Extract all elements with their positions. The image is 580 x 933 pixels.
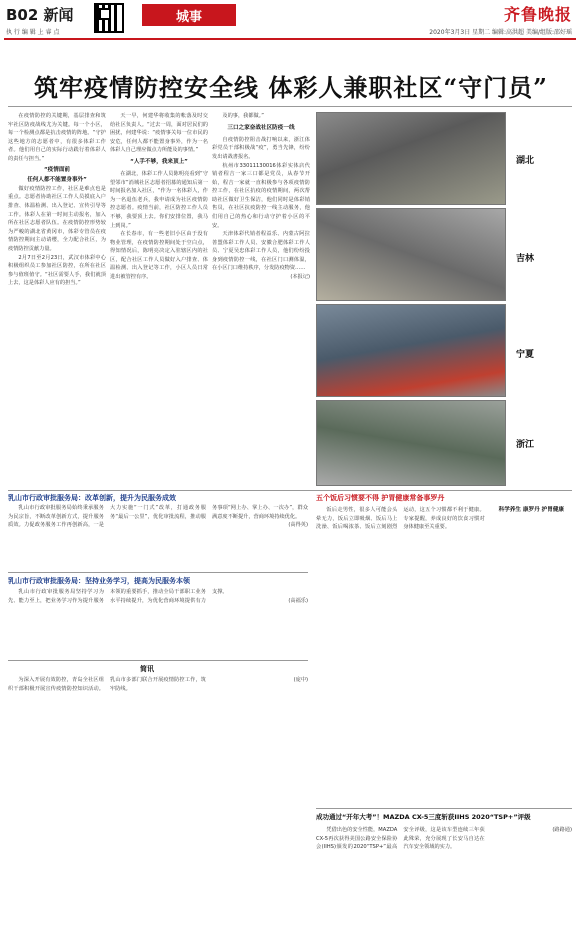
brief-text: 为深入开展有效防控，青岛全社区组织干部积极开展宣传疫情防控知识活动。乳山市多部门联合开展疫情防控工作，筑牢防线。 [8,677,206,692]
story-1-body [8,504,308,570]
column-3-d: 天津体彩代销者程益乐、内蒙古阿拉善盟体彩工作人员、安徽合肥体彩工作人员、宁夏吴忠体彩工作人员，他们纷纷投身到疫情防控一线，在社区门口测体温，在小区门口维持秩序，分发防疫物资…… [212,231,310,272]
story-4-subhead: 科学养生 康罗丹 护胃健康 [498,507,565,513]
story-5-byline: (路路通) [552,827,572,833]
page-number: B02 新闻 [6,6,74,24]
story-5-text: 凭借出色的安全性能，MAZDA CX-5再次获得美国公路安全保险协会(IIHS)颁发的2020“TSP+”最高安全评级，这是该车型连续三年获此殊荣，充分展现了长安马自达在汽车安全领域的实力。 [316,827,485,851]
subhead-1: “疫情面前 [43,167,71,174]
story-5-body [316,826,572,922]
story-5-title: 成功通过“开年大考”！MAZDA CX-5三度斩获IIHS 2020“TSP+”评级 [316,813,531,821]
story-2-body [8,588,308,658]
article-column-2 [110,112,208,487]
main-headline: 筑牢疫情防控安全线 体彩人兼职社区“守门员” [34,73,548,102]
column-1-body2: 2月7日至2月23日，武汉市体彩中心积极组织员工参加社区防控，在所在社区参与值班值守。“社区需要人手，我们就顶上去，这是体彩人应有的担当。” [8,254,106,287]
column-1-body: 做好疫情防控工作，社区是难点也是重点。志愿者协助社区工作人员摸底入户排查、体温检测、出入登记、宣传引导等工作。体彩人在第一时间主动报名，加入所在社区志愿者队伍。在疫情防控形势较为严峻的湖北省黄冈市，体彩专管员在疫情防控期间主动请缨，全力配合社区，为疫情防控贡献力量。 [8,185,106,252]
section-tab: 城事 [142,4,236,26]
story-1-byline: (高得英) [288,522,308,529]
subhead-3: 三口之家奋战社区防疫一线 [227,124,295,131]
photo-label-hubei: 湖北 [516,156,535,166]
photo-ningxia [316,304,506,397]
photo-label-jilin: 吉林 [516,254,535,264]
story-1-text: 乳山市行政审批服务局始终秉承服务为民宗旨，不断改革创新方式，提升服务质效。力促政务服务工作再创新高，一是大力实施“一门式”改革，打通政务服务“最后一公里”，优化审批流程，推动服务事项“网上办、掌上办、一次办”，群众满意度不断提升，营商环境持续优化。 [8,505,308,529]
qr-code-icon [94,3,124,33]
subhead-1b: 任何人都不能置身事外” [27,176,87,183]
header-rule [4,38,576,40]
brief-byline: (庞中) [293,677,308,683]
column-3-b: 自疫情防控阻击战打响以来，浙江体彩党员干部积极战“疫”，勇当先锋，纷纷发出请战書报名。 [212,136,310,160]
brief-body [8,676,308,918]
photo-zhejiang [316,400,506,486]
date-line: 2020年3月3日 星期二 编辑:高洪超 美编/组版:邵好瑶 [429,29,572,36]
section-divider [8,490,572,491]
subhead-2: “人手不够，我来顶上” [130,158,188,165]
divider-3 [8,660,308,661]
story-2-byline: (高福乐) [288,597,308,604]
photo-hubei [316,112,506,205]
page-bottom [0,925,580,933]
divider-2 [8,572,308,573]
article-column-3 [212,112,310,487]
photo-label-ningxia: 宁夏 [516,350,535,360]
masthead-logo: 齐鲁晚报 [503,5,572,24]
story-1-title: 乳山市行政审批服务局：改革创新，提升为民服务成效 [8,494,176,502]
story-2-text: 乳山市行政审批服务局坚持学习为先、能力至上，把业务学习作为提升服务本领的重要抓手，推动全局干部职工业务水平持续提升，为优化营商环境提供有力支撑。 [8,589,228,604]
story-4-title: 五个饭后习惯要不得 护胃健康常备事罗丹 [316,494,445,502]
byline: (本报记) [290,274,310,281]
editor-line: 执 行 编 辑 上 睿 点 [6,29,60,36]
column-3-a: 及的事，我都做。” [222,113,264,119]
photo-jilin [316,208,506,301]
article-column-1 [8,112,106,487]
column-3-c: 杭州市33011130016体彩实体店代销者程吉一家三口都是党员，从春节开始，程吉一家就一直积极参与各项疫情防控工作，在社区抗疫的疫情期间，两次帮助社区做好卫生保洁，他们同时是体彩销售员，在社区抗疫防控一线主动服务，他们用自己的热心和行动守护着小区的平安。 [212,162,310,229]
photo-label-zhejiang: 浙江 [516,440,535,450]
headline-divider [8,106,572,107]
brief-title: 简讯 [140,665,154,673]
column-2-a: 天一早，何建华将收集的帐落及时交给社区负责人。“过去一周，面对居民们的困扰，何建华说：“疫情事关每一位市民的安危，任何人都不能置身事外，作为一名体彩人自己理应做点力所能及的事情。” [110,113,208,154]
column-2-c: 在长春市，有一些老旧小区由于没有物业管理，在疫情防控期间处于空白点，得知情况后，陈明亮决定入驻辖区内的社区，配合社区工作人员做好入户排查、体温检测、出入登记等工作，小区人员日常进出被管控有序。 [110,231,208,281]
column-1-intro: 在疫情防控的关键期，基层排查和筑牢社区防疫战线尤为关键。每一个小区，每一个检测点都是抗击疫情的阵地。“守护这些地方的志愿者中，有很多体彩工作者。他们用自己的实际行动践行着体彩人的责任与担当。” [8,113,106,162]
column-2-b: 在湖北，体彩工作人员陈明亮看到“守望邻市”消城社区志愿者招募的通知后第一时间报名加入社区，“作为一名体彩人，作为一名退伍老兵，我申请成为社区疫情防控志愿者。疫情当前，社区防控工作人员不够，我要顶上去。你们安排位置，我马上到岗。” [110,171,208,229]
story-2-title: 乳山市行政审批服务局：坚持业务学习，提高为民服务本领 [8,577,190,585]
story-4-text: 饭后走男性，很多人可能会头晕无力，饭后立即吸烟、饭后马上洗澡、饭后喝浓茶、饭后立刻剧烈运动，这五个习惯都不利于健康。专家提醒，养成良好的饮食习惯对身体健康至关重要。 [316,507,485,531]
story-4-body [316,506,572,804]
divider-4 [316,808,572,809]
